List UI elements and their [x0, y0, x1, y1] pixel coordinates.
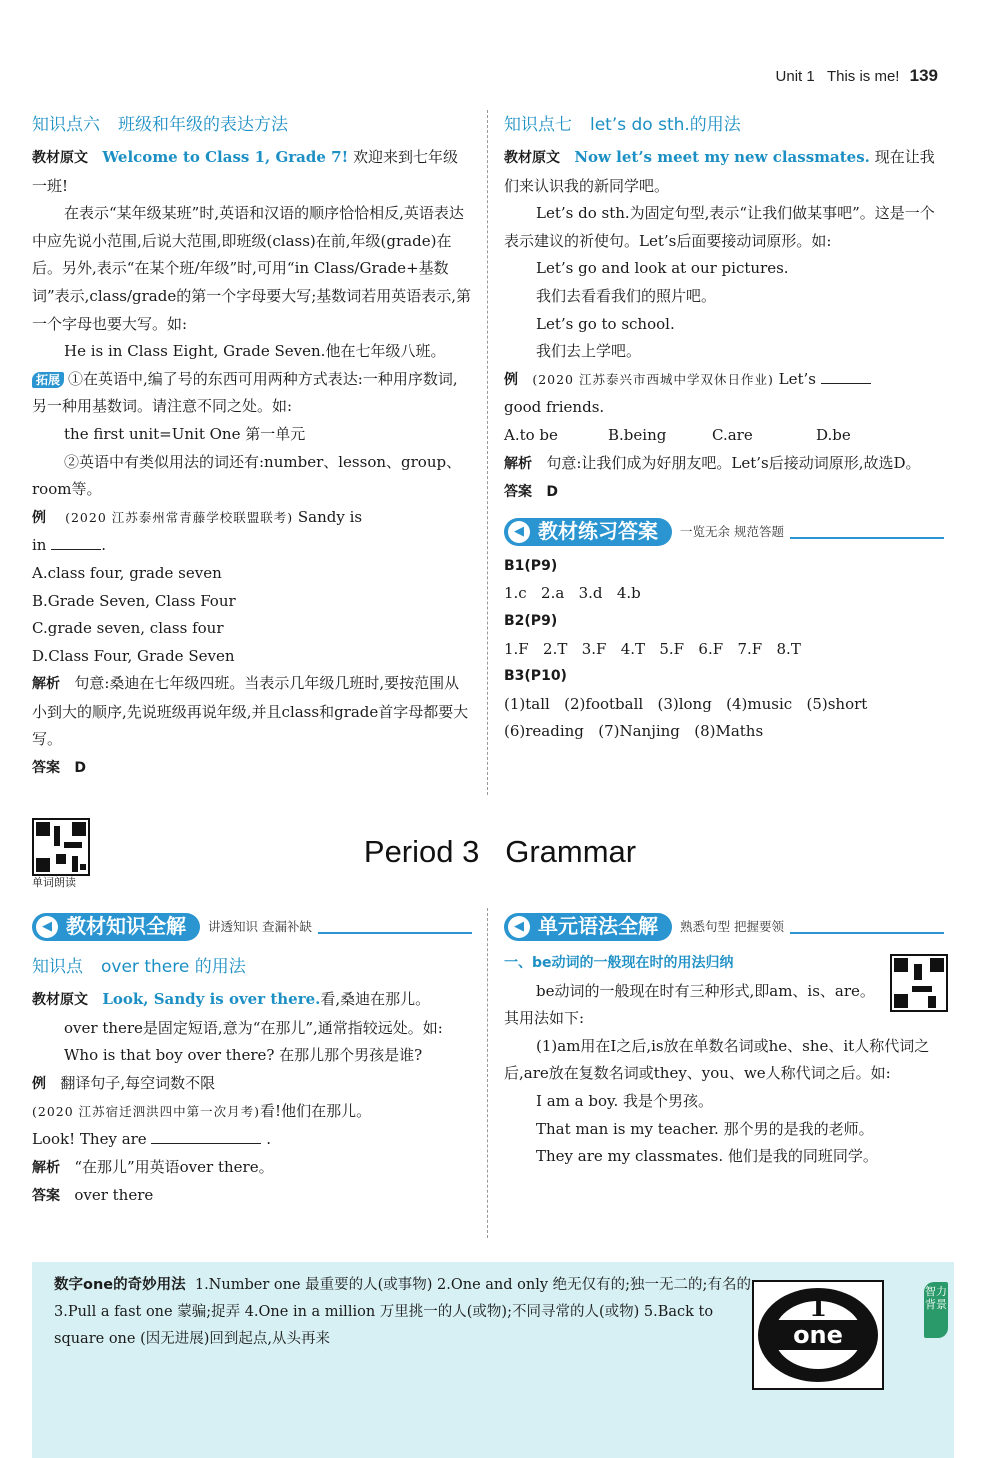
banner-pill [504, 518, 672, 546]
b2-label: B2(P9) [504, 612, 558, 629]
heading-text: over there 的用法 [101, 957, 246, 977]
heading-number: 知识点六 [32, 115, 100, 135]
orig-label: 教材原文 [32, 992, 88, 1008]
period-number: Period 3 [363, 834, 480, 869]
orig-label: 教材原文 [32, 150, 88, 166]
side-tag: 智力背景 [924, 1282, 948, 1338]
b2-answers [504, 636, 944, 664]
b3-answer: (5)short [806, 694, 868, 713]
option-a: A.class four, grade seven [32, 563, 222, 582]
orig-chinese: 现在让我们来认识我的新同学吧。 [504, 148, 935, 195]
column-divider-top [487, 110, 488, 795]
grammar-paragraph-1: be动词的一般现在时有三种形式,即am、is、are。其用法如下: [504, 981, 875, 1028]
example-question-2: good friends. [504, 398, 605, 417]
section-heading [504, 110, 944, 140]
tuozhan-point-1: ①在英语中,编了号的东西可用两种方式表达:一种用序数词,另一种用基数词。请注意不同之处。如: [32, 369, 458, 416]
one-logo-graphic [754, 1282, 882, 1388]
trivia-title: 数字one的奇妙用法 [54, 1277, 186, 1293]
analysis-label: 解析 [504, 455, 532, 472]
answer-label: 答案 [504, 484, 532, 501]
header-title: This is me! [826, 68, 900, 85]
banner-title: 教材练习答案 [538, 518, 658, 543]
option-c: C.grade seven, class four [32, 619, 224, 638]
qr-label: 单词朗读 [32, 876, 76, 889]
b2-answer: 1.F [504, 639, 529, 658]
b3-answer: (8)Maths [694, 722, 764, 741]
example-label: 例 [32, 1075, 46, 1092]
section-heading [32, 110, 472, 140]
example-question-1: Let’s [778, 369, 816, 388]
b3-answers-row1 [504, 691, 944, 719]
b1-answer: 4.b [616, 584, 641, 603]
option-c: C.are [712, 425, 753, 444]
one-logo [752, 1280, 884, 1390]
explanation-paragraph: over there是固定短语,意为“在那儿”,通常指较远处。如: [64, 1018, 443, 1037]
example-cn-2: 我们去上学吧。 [536, 342, 642, 361]
exercise-answers-banner [504, 517, 944, 547]
tuozhan-example: the first unit=Unit One 第一单元 [64, 424, 306, 443]
answer-blank [821, 383, 871, 384]
right-bottom-section [504, 912, 944, 1171]
explanation-paragraph: 在表示“某年级某班”时,英语和汉语的顺序恰恰相反,英语表达中应先说小范围,后说大范围,即班级(class)在前,年级(grade)在后。另外,表示“在某个班/年级”时,可用“in Class/Grade+基数词”表示,class/grade的第一个字母要大写;基数词若用英语表示,第一个字母也要大写。如: [32, 204, 472, 333]
b1-answers [504, 580, 944, 608]
b2-answer: 7.F [737, 639, 763, 658]
qr-code-icon[interactable] [890, 954, 948, 1012]
analysis-label: 解析 [32, 676, 60, 693]
right-top-section [504, 110, 944, 746]
banner-subtitle: 熟悉句型 把握要领 [680, 919, 784, 935]
b1-label: B1(P9) [504, 557, 558, 574]
b3-answer: (6)reading [504, 722, 584, 741]
b3-answers-row2 [504, 718, 944, 746]
b3-answer: (4)music [726, 694, 793, 713]
orig-english: Now let’s meet my new classmates. [574, 148, 870, 166]
heading-text: 班级和年级的表达方法 [118, 115, 288, 135]
orig-label: 教材原文 [504, 150, 560, 166]
explanation-paragraph: Let’s do sth.为固定句型,表示“让我们做某事吧”。这是一个表示建议的祈使句。Let’s后面要接动词原形。如: [504, 204, 935, 250]
b3-answer: (2)football [564, 694, 644, 713]
trivia-text-block [54, 1272, 754, 1353]
example-source: (2020 江苏泰州常青藤学校联盟联考) [65, 509, 294, 525]
period-title [0, 832, 1000, 872]
b2-answer: 8.T [776, 639, 801, 658]
heading-number: 知识点七 [504, 115, 572, 135]
b1-answer: 2.a [541, 584, 565, 603]
b2-answer: 5.F [659, 639, 685, 658]
answer-label: 答案 [32, 760, 60, 777]
trivia-content: 1.Number one 最重要的人(或事物) 2.One and only 绝无仅有的;独一无二的;有名的 3.Pull a fast one 蒙骗;捉弄 4.One in a million 万里挑一的人(或物);不同寻常的人(或物) 5.Back to square one (因无进展)回到起点,从头再来 [54, 1277, 751, 1347]
grammar-paragraph-2: (1)am用在I之后,is放在单数名词或he、she、it人称代词之后,are放在复数名词或they、you、we人称代词之后。如: [504, 1036, 930, 1083]
answer-value: over there [74, 1186, 154, 1205]
grammar-example-3: They are my classmates. 他们是我的同班同学。 [536, 1147, 878, 1166]
example-en-1: Let’s go and look at our pictures. [536, 259, 789, 278]
option-d: D.Class Four, Grade Seven [32, 646, 235, 665]
orig-english: Look, Sandy is over there. [102, 990, 321, 1008]
column-divider-bottom [487, 908, 488, 1238]
left-top-section: 知识点六 班级和年级的表达方法 教材原文 Welcome to Class 1, Grade 7! 欢迎来到七年级一班! 在表示“某年级某班”时,英语和汉语的顺序恰恰相反,英语表达中应先说小范围,后说大范围,即班级(class)在前,年级(grade)在后。另外,表示“在某个班/年级”时,可用“in Class/Grade+基数词”表示,class/grade的第一个字母要大写;基数词若用英语表示,第一个字母也要大写。如: He is in Class Eight, Grade Seven.他在七年级八班。 拓展 ①在英语中,编了号的东西可用两种方式表达:一种用序数词,另一种用基数词。请注意不同之处。如: the first unit=Unit One 第一单元 ②英语中有类似用法的词还有:number、lesson、group、room等。 例 (2020 江苏泰州常青藤学校联盟联考) Sandy is in . A.class four, grade seven B.Grade Seven, Class Four C.grade seven, class four D.Class Four, Grade Seven 解析 句意:桑迪在七年级四班。当表示几年级几班时,要按范围从小到大的顺序,先说班级再说年级,并且class和grade首字母都要大写。 答案 D [32, 110, 472, 783]
b1-answer: 1.c [504, 584, 527, 603]
option-b: B.being [608, 425, 667, 444]
example-sentence: He is in Class Eight, Grade Seven.他在七年级八班。 [64, 342, 446, 361]
example-sentence: Who is that boy over there? 在那儿那个男孩是谁? [64, 1046, 423, 1065]
banner-pill [32, 913, 200, 941]
megaphone-icon: ◀ [508, 916, 530, 938]
banner-title: 单元语法全解 [538, 914, 658, 939]
megaphone-icon: ◀ [508, 521, 530, 543]
trivia-footer [32, 1262, 954, 1458]
analysis-label: 解析 [32, 1159, 60, 1176]
answer-value: D [546, 484, 558, 501]
analysis-text: 句意:桑迪在七年级四班。当表示几年级几班时,要按范围从小到大的顺序,先说班级再说年级,并且class和grade首字母都要大写。 [32, 674, 469, 749]
banner-pill [504, 913, 672, 941]
example-question-1: Sandy is [297, 507, 363, 526]
b2-answer: 4.T [620, 639, 646, 658]
logo-word: one [793, 1321, 843, 1349]
banner-subtitle: 讲透知识 查漏补缺 [208, 919, 312, 935]
period-subtitle: Grammar [505, 834, 637, 869]
analysis-text: “在那儿”用英语over there。 [74, 1157, 274, 1176]
banner-title: 教材知识全解 [66, 914, 186, 939]
banner-subtitle: 一览无余 规范答题 [680, 523, 784, 539]
logo-digit: 1 [808, 1293, 828, 1323]
orig-chinese: 欢迎来到七年级一班! [32, 148, 458, 195]
grammar-subheading: 一、be动词的一般现在时的用法归纳 [504, 955, 734, 971]
left-bottom-section: ◀ 教材知识全解 讲透知识 查漏补缺 知识点 over there 的用法 教材原文 Look, Sandy is over there.看,桑迪在那儿。 over there是固定短语,意为“在那儿”,通常指较远处。如: Who is that boy over there? 在那儿那个男孩是谁? 例 翻译句子,每空词数不限 (2020 江苏宿迁泗洪四中第一次月考)看!他们在那儿。 Look! They are . 解析 “在那儿”用英语over there。 答案 over there [32, 912, 472, 1211]
b1-answer: 3.d [578, 584, 603, 603]
banner-underline [790, 920, 944, 934]
example-cn-1: 我们去看看我们的照片吧。 [536, 286, 717, 305]
answer-blank [151, 1143, 261, 1144]
example-instruction: 翻译句子,每空词数不限 [60, 1073, 216, 1092]
section-heading [32, 952, 472, 982]
page-header [776, 62, 938, 91]
b3-answer: (7)Nanjing [598, 722, 680, 741]
page-number: 139 [909, 66, 938, 85]
tuozhan-badge: 拓展 [32, 372, 64, 388]
b2-answer: 3.F [581, 639, 607, 658]
header-unit: Unit 1 [775, 68, 815, 85]
analysis-text: 句意:让我们成为好朋友吧。Let’s后接动词原形,故选D。 [546, 453, 921, 472]
option-d: D.be [816, 425, 851, 444]
b2-answer: 2.T [543, 639, 568, 658]
heading-text: let’s do sth.的用法 [590, 115, 741, 135]
example-source: (2020 江苏泰兴市西城中学双休日作业) [532, 371, 774, 387]
b3-answer: (1)tall [504, 694, 550, 713]
option-a: A.to be [504, 425, 558, 444]
heading-number: 知识点 [32, 957, 83, 977]
example-label: 例 [504, 371, 518, 388]
grammar-example-2: That man is my teacher. 那个男的是我的老师。 [536, 1119, 874, 1138]
grammar-banner [504, 912, 944, 942]
b2-answer: 6.F [698, 639, 724, 658]
b3-answer: (3)long [657, 694, 712, 713]
example-source: (2020 江苏宿迁泗洪四中第一次月考) [32, 1104, 261, 1120]
answer-label: 答案 [32, 1188, 60, 1205]
banner-underline [790, 525, 944, 539]
example-chinese: 看!他们在那儿。 [260, 1102, 372, 1121]
example-label: 例 [32, 509, 46, 526]
orig-chinese: 看,桑迪在那儿。 [320, 990, 431, 1008]
orig-english: Welcome to Class 1, Grade 7! [102, 148, 349, 166]
example-question: Look! They are [32, 1129, 147, 1148]
grammar-example-1: I am a boy. 我是个男孩。 [536, 1091, 713, 1110]
tuozhan-point-2: ②英语中有类似用法的词还有:number、lesson、group、room等。 [32, 452, 462, 499]
example-question-2: in [32, 536, 47, 555]
answer-value: D [74, 760, 86, 777]
answer-blank [51, 549, 101, 550]
banner-underline [318, 920, 472, 934]
example-en-2: Let’s go to school. [536, 314, 675, 333]
megaphone-icon: ◀ [36, 916, 58, 938]
option-b: B.Grade Seven, Class Four [32, 591, 236, 610]
knowledge-banner [32, 912, 472, 942]
b3-label: B3(P10) [504, 668, 567, 685]
